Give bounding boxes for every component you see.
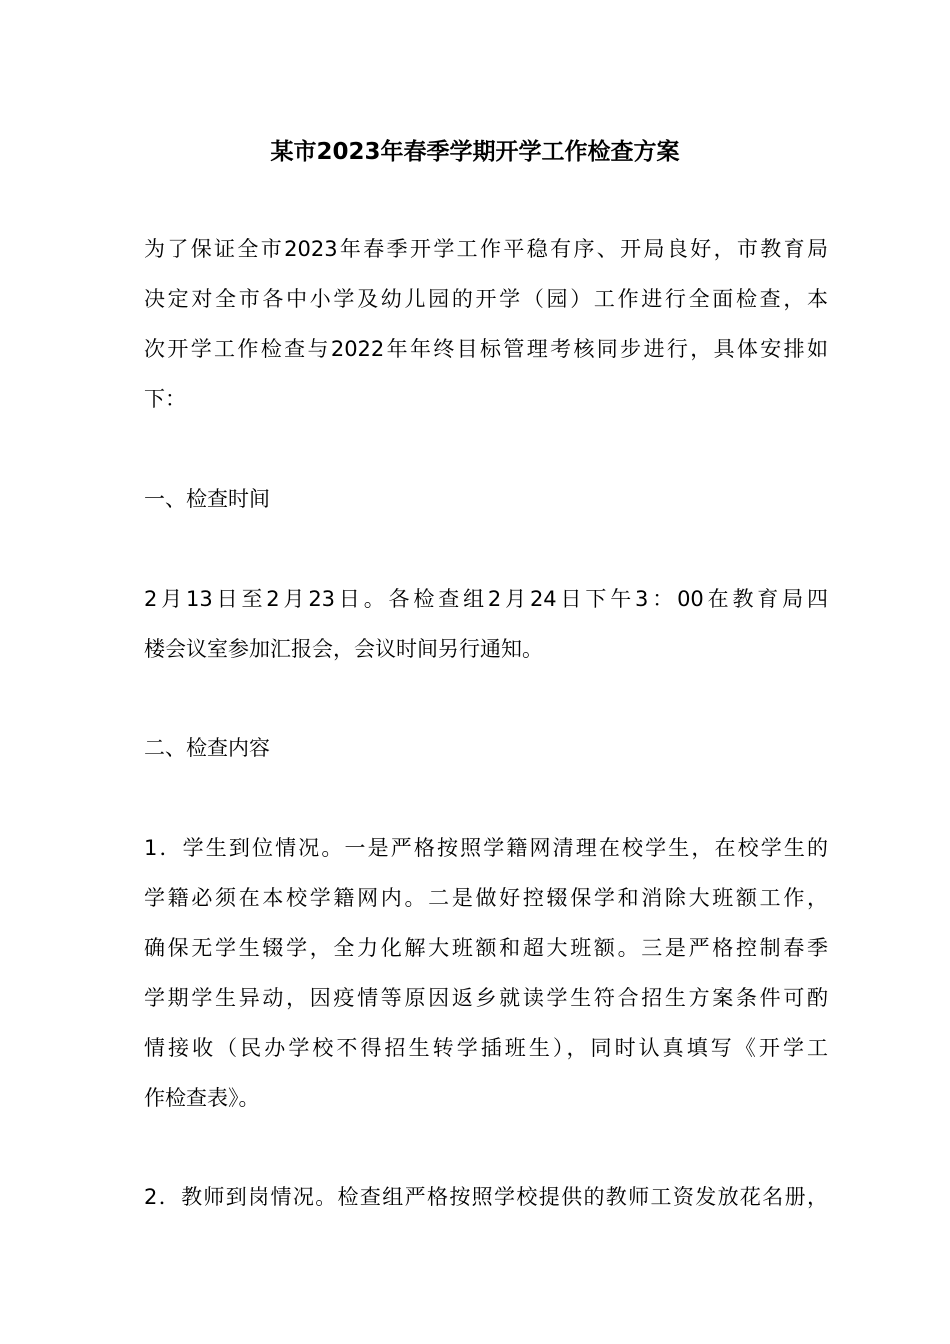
intro-paragraph [144,224,828,424]
section2-heading: 二、检查内容 [144,736,270,760]
item1-line-5: 情接收（民办学校不得招生转学插班生），同时认真填写《开学工 [144,1036,828,1060]
intro-line-2: 决定对全市各中小学及幼儿园的开学（园）工作进行全面检查，本 [144,287,828,311]
item1-line-1: 1．学生到位情况。一是严格按照学籍网清理在校学生，在校学生的 [144,836,828,860]
section1-line-2: 楼会议室参加汇报会，会议时间另行通知。 [144,637,543,661]
document-title: 某市2023年春季学期开学工作检查方案 [270,139,680,165]
item1-paragraph [144,823,828,1123]
item1-line-4: 学期学生异动，因疫情等原因返乡就读学生符合招生方案条件可酌 [144,986,828,1010]
section1-heading-block [144,474,828,524]
section1-line-1: 2月13日至2月23日。各检查组2月24日下午3：00在教育局四 [144,587,828,611]
item1-line-6: 作检查表》。 [144,1086,260,1110]
section1-paragraph [144,574,828,674]
item1-line-2: 学籍必须在本校学籍网内。二是做好控辍保学和消除大班额工作， [144,886,828,910]
intro-line-4: 下： [144,387,186,411]
section1-heading: 一、检查时间 [144,487,270,511]
section2-heading-block [144,723,828,773]
intro-line-1: 为了保证全市2023年春季开学工作平稳有序、开局良好，市教育局 [144,237,828,261]
intro-line-3: 次开学工作检查与2022年年终目标管理考核同步进行，具体安排如 [144,337,828,361]
item2-paragraph [144,1172,828,1222]
item2-line-1: 2．教师到岗情况。检查组严格按照学校提供的教师工资发放花名册， [144,1185,828,1209]
item1-line-3: 确保无学生辍学，全力化解大班额和超大班额。三是严格控制春季 [144,936,828,960]
